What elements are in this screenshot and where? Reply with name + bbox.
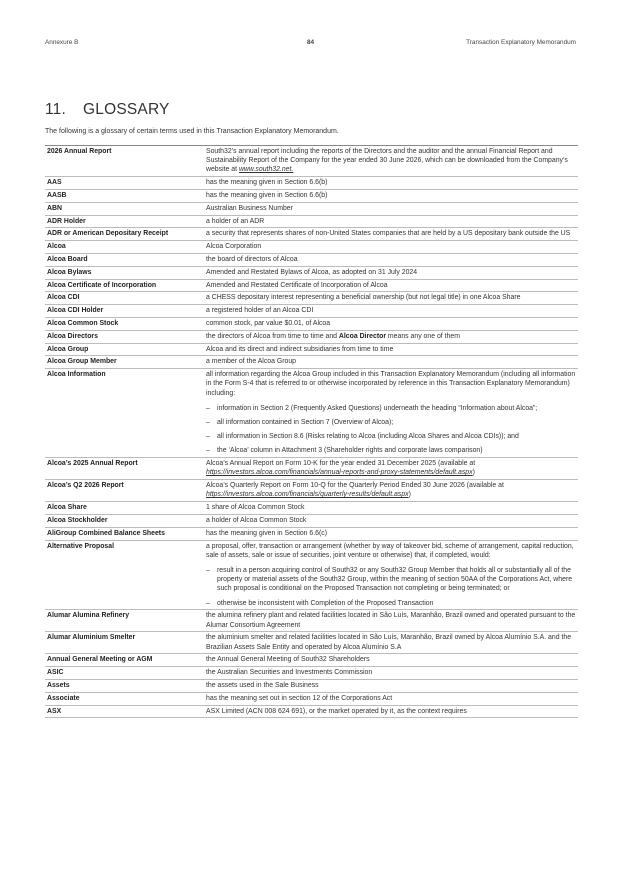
definition-text: a holder of an ADR xyxy=(206,217,265,225)
glossary-term: Assets xyxy=(47,681,70,689)
bullet-item xyxy=(206,404,578,413)
glossary-definition xyxy=(206,306,578,315)
glossary-term: Alcoa CDI xyxy=(47,294,80,302)
definition-text: ASX Limited (ACN 008 624 691), or the market operated by it, as the context requires xyxy=(206,707,467,715)
glossary-row xyxy=(45,267,578,280)
bullet-item xyxy=(206,566,578,594)
glossary-definition xyxy=(206,357,578,366)
glossary-row xyxy=(45,632,578,654)
glossary-term: Alcoa Common Stock xyxy=(47,319,119,327)
glossary-row xyxy=(45,177,578,190)
definition-text-part: means any one of them xyxy=(386,332,460,340)
glossary-definition xyxy=(206,370,578,455)
glossary-term: ABN xyxy=(47,204,62,212)
definition-text: 1 share of Alcoa Common Stock xyxy=(206,504,305,512)
glossary-definition xyxy=(206,542,578,608)
definition-text: Alcoa and its direct and indirect subsidiaries from time to time xyxy=(206,345,394,353)
definition-text: Amended and Restated Certificate of Incorporation of Alcoa xyxy=(206,281,388,289)
glossary-row xyxy=(45,305,578,318)
glossary-row xyxy=(45,145,578,177)
glossary-definition xyxy=(206,147,578,175)
definition-text-part: Alcoa’s Annual Report on Form 10-K for the year ended 31 December 2025 (available at xyxy=(206,460,476,468)
glossary-definition xyxy=(206,255,578,264)
glossary-term: Alcoa xyxy=(47,243,66,251)
definition-text: Alcoa Corporation xyxy=(206,243,262,251)
glossary-definition xyxy=(206,681,578,690)
dash-bullet-icon: – xyxy=(206,404,210,412)
definition-text-part: South32’s annual report including the reports of the Directors and the auditor and the annual Financial Report and Sustainability Report of the Company for the year ended 30 June 2026, which can be downloaded from the Company’s website at xyxy=(206,148,568,174)
glossary-definition xyxy=(206,332,578,341)
glossary-term: AASB xyxy=(47,192,67,199)
glossary-term: Alcoa Board xyxy=(47,255,88,263)
definition-text: Amended and Restated Bylaws of Alcoa, as adopted on 31 July 2024 xyxy=(206,268,418,276)
glossary-term: Alcoa Group xyxy=(47,345,89,353)
definition-text: has the meaning given in Section 6.6(b) xyxy=(206,192,328,199)
bullet-text: all information in Section 8.6 (Risks relating to Alcoa (including Alcoa Shares and Alcoa CDIs)); and xyxy=(217,433,519,441)
glossary-row xyxy=(45,480,578,502)
glossary-definition xyxy=(206,178,578,187)
dash-bullet-icon: – xyxy=(206,447,210,455)
glossary-term: 2026 Annual Report xyxy=(47,148,112,155)
glossary-term: Alternative Proposal xyxy=(47,542,115,550)
glossary-term: ADR or American Depositary Receipt xyxy=(47,230,169,238)
definition-text: common stock, par value $0.01, of Alcoa xyxy=(206,319,331,327)
definition-text: a holder of Alcoa Common Stock xyxy=(206,516,307,524)
glossary-definition xyxy=(206,204,578,213)
dash-bullet-icon: – xyxy=(206,599,210,607)
glossary-row xyxy=(45,680,578,693)
glossary-row xyxy=(45,458,578,480)
definition-text: the Annual General Meeting of South32 Shareholders xyxy=(206,656,370,664)
glossary-row xyxy=(45,254,578,267)
bullet-item xyxy=(206,432,578,441)
glossary-row xyxy=(45,190,578,203)
definition-text xyxy=(206,147,578,175)
glossary-definition xyxy=(206,481,578,499)
bullet-item xyxy=(206,599,578,608)
definition-text: a proposal, offer, transaction or arrangement (whether by way of takeover bid, scheme of arrangement, capital reduction, sale of assets, sale or issue of securities, joint venture or otherwise) that, if completed, would: xyxy=(206,542,574,559)
glossary-term: AAS xyxy=(47,179,62,187)
bullet-text: information in Section 2 (Frequently Asked Questions) underneath the heading “Information about Alcoa”; xyxy=(217,404,538,412)
glossary-term: ASX xyxy=(47,707,62,715)
reference-link[interactable]: https://investors.alcoa.com/financials/annual-reports-and-proxy-statements/default.aspx xyxy=(206,469,473,477)
bullet-text: otherwise be inconsistent with Completion of the Proposed Transaction xyxy=(217,599,434,607)
definition-text: a member of the Alcoa Group xyxy=(206,358,297,366)
bullet-text: result in a person acquiring control of South32 or any South32 Group Member that holds all or substantially all of the property or material assets of the South32 Group, within the meaning of section 50AA of the Corporations Act, where such proposal is conditional on the Proposed Transaction not completing or being terminated; or xyxy=(217,566,573,593)
glossary-term: Alcoa Share xyxy=(47,504,87,512)
dash-bullet-icon: – xyxy=(206,566,210,574)
definition-text xyxy=(206,332,578,341)
defined-term-inline: Alcoa Director xyxy=(338,332,387,340)
glossary-row xyxy=(45,369,578,458)
header-annexure: Annexure B xyxy=(45,39,79,46)
definition-text: has the meaning given in Section 6.6(b) xyxy=(206,179,328,187)
glossary-definition xyxy=(206,459,578,477)
glossary-definition xyxy=(206,707,578,716)
definition-text: a CHESS depositary interest representing a beneficial ownership (but not legal title) in one Alcoa Share xyxy=(206,294,521,302)
glossary-row xyxy=(45,344,578,357)
glossary-term: Annual General Meeting or AGM xyxy=(47,656,153,664)
section-intro: The following is a glossary of certain terms used in this Transaction Explanatory Memorandum. xyxy=(45,128,339,135)
section-number: 11. xyxy=(45,101,66,118)
glossary-definition xyxy=(206,268,578,277)
glossary-term: Alcoa CDI Holder xyxy=(47,307,104,315)
glossary-row xyxy=(45,502,578,515)
glossary-definition xyxy=(206,191,578,200)
definition-text: a security that represents shares of non-United States companies that are held by a US depositary bank outside the US xyxy=(206,230,571,238)
glossary-row xyxy=(45,203,578,216)
definition-text-part: Alcoa’s Quarterly Report on Form 10-Q for the Quarterly Period Ended 30 June 2026 (available at xyxy=(206,482,504,490)
glossary-term: Alumar Alumina Refinery xyxy=(47,612,130,620)
glossary-term: Alcoa Stockholder xyxy=(47,516,108,524)
glossary-definition xyxy=(206,503,578,512)
glossary-definition xyxy=(206,281,578,290)
glossary-row xyxy=(45,292,578,305)
definition-text: the assets used in the Sale Business xyxy=(206,681,319,689)
glossary-term: AliGroup Combined Balance Sheets xyxy=(47,529,165,537)
definition-text: has the meaning set out in section 12 of the Corporations Act xyxy=(206,694,393,702)
glossary-row xyxy=(45,515,578,528)
glossary-term: ADR Holder xyxy=(47,217,86,225)
glossary-term: Alcoa’s 2025 Annual Report xyxy=(47,460,138,468)
glossary-term: Alcoa’s Q2 2026 Report xyxy=(47,482,124,490)
bullet-item xyxy=(206,418,578,427)
glossary-row xyxy=(45,356,578,369)
glossary-definition xyxy=(206,229,578,238)
glossary-row xyxy=(45,667,578,680)
dash-bullet-icon: – xyxy=(206,418,210,426)
glossary-term: Alumar Aluminium Smelter xyxy=(47,634,136,642)
glossary-definition xyxy=(206,319,578,328)
glossary-definition xyxy=(206,529,578,538)
glossary-row xyxy=(45,610,578,632)
dash-bullet-icon: – xyxy=(206,433,210,441)
glossary-row xyxy=(45,241,578,254)
definition-text-part: ) xyxy=(472,469,475,477)
page-header xyxy=(45,39,576,49)
glossary-definition xyxy=(206,633,578,651)
glossary-row xyxy=(45,216,578,229)
glossary-term: Associate xyxy=(47,694,80,702)
glossary-table xyxy=(45,145,578,718)
header-doc-title: Transaction Explanatory Memorandum xyxy=(466,39,576,46)
glossary-row xyxy=(45,528,578,541)
definition-text: all information regarding the Alcoa Group included in this Transaction Explanatory Memorandum (including all information in the Form S-4 that is referred to or otherwise incorporated by reference in this Transaction Explanatory Memorandum) including: xyxy=(206,371,576,397)
glossary-definition xyxy=(206,217,578,226)
glossary-definition xyxy=(206,655,578,664)
definition-text: the aluminium smelter and related facilities located in São Luís, Maranhão, Brazil owned by Alcoa Alumínio S.A. and the Brazilian Assets Sale Entity and operated by Alcoa Alumínio S.A xyxy=(206,634,572,651)
section-title xyxy=(45,101,170,119)
bullet-text: the ‘Alcoa’ column in Attachment 3 (Shareholder rights and corporate laws comparison) xyxy=(217,447,483,455)
glossary-definition xyxy=(206,345,578,354)
glossary-row xyxy=(45,654,578,667)
glossary-term: Alcoa Information xyxy=(47,371,106,379)
bullet-item xyxy=(206,446,578,455)
definition-text-part: ) xyxy=(408,491,411,499)
definition-text: has the meaning given in Section 6.6(c) xyxy=(206,529,328,537)
glossary-term: Alcoa Certificate of Incorporation xyxy=(47,281,157,289)
glossary-definition xyxy=(206,293,578,302)
definition-text xyxy=(206,481,578,499)
glossary-term: ASIC xyxy=(47,669,64,677)
reference-link[interactable]: https://investors.alcoa.com/financials/quarterly-results/default.aspx xyxy=(206,491,409,499)
glossary-row xyxy=(45,693,578,706)
glossary-definition xyxy=(206,694,578,703)
definition-text-part: the directors of Alcoa from time to time and xyxy=(206,332,339,340)
glossary-row xyxy=(45,541,578,611)
definition-text: the board of directors of Alcoa xyxy=(206,255,298,263)
reference-link[interactable]: www.south32.net. xyxy=(238,166,294,174)
glossary-row xyxy=(45,331,578,344)
glossary-definition xyxy=(206,611,578,629)
glossary-row xyxy=(45,280,578,293)
glossary-term: Alcoa Bylaws xyxy=(47,268,92,276)
definition-text: the alumina refinery plant and related facilities located in São Luís, Maranhão, Brazil owned and operated pursuant to the Alumar Consortium Agreement xyxy=(206,612,576,629)
glossary-term: Alcoa Directors xyxy=(47,332,98,340)
glossary-row xyxy=(45,706,578,719)
bullet-text: all information contained in Section 7 (Overview of Alcoa); xyxy=(217,418,394,426)
glossary-definition xyxy=(206,516,578,525)
glossary-row xyxy=(45,318,578,331)
definition-text: a registered holder of an Alcoa CDI xyxy=(206,307,314,315)
definition-text xyxy=(206,459,578,477)
glossary-row xyxy=(45,228,578,241)
glossary-definition xyxy=(206,242,578,251)
definition-text: Australian Business Number xyxy=(206,204,293,212)
glossary-definition xyxy=(206,668,578,677)
page-number: 84 xyxy=(306,39,315,46)
definition-text: the Australian Securities and Investments Commission xyxy=(206,669,373,677)
glossary-term: Alcoa Group Member xyxy=(47,358,117,366)
section-title-text: GLOSSARY xyxy=(83,101,170,118)
